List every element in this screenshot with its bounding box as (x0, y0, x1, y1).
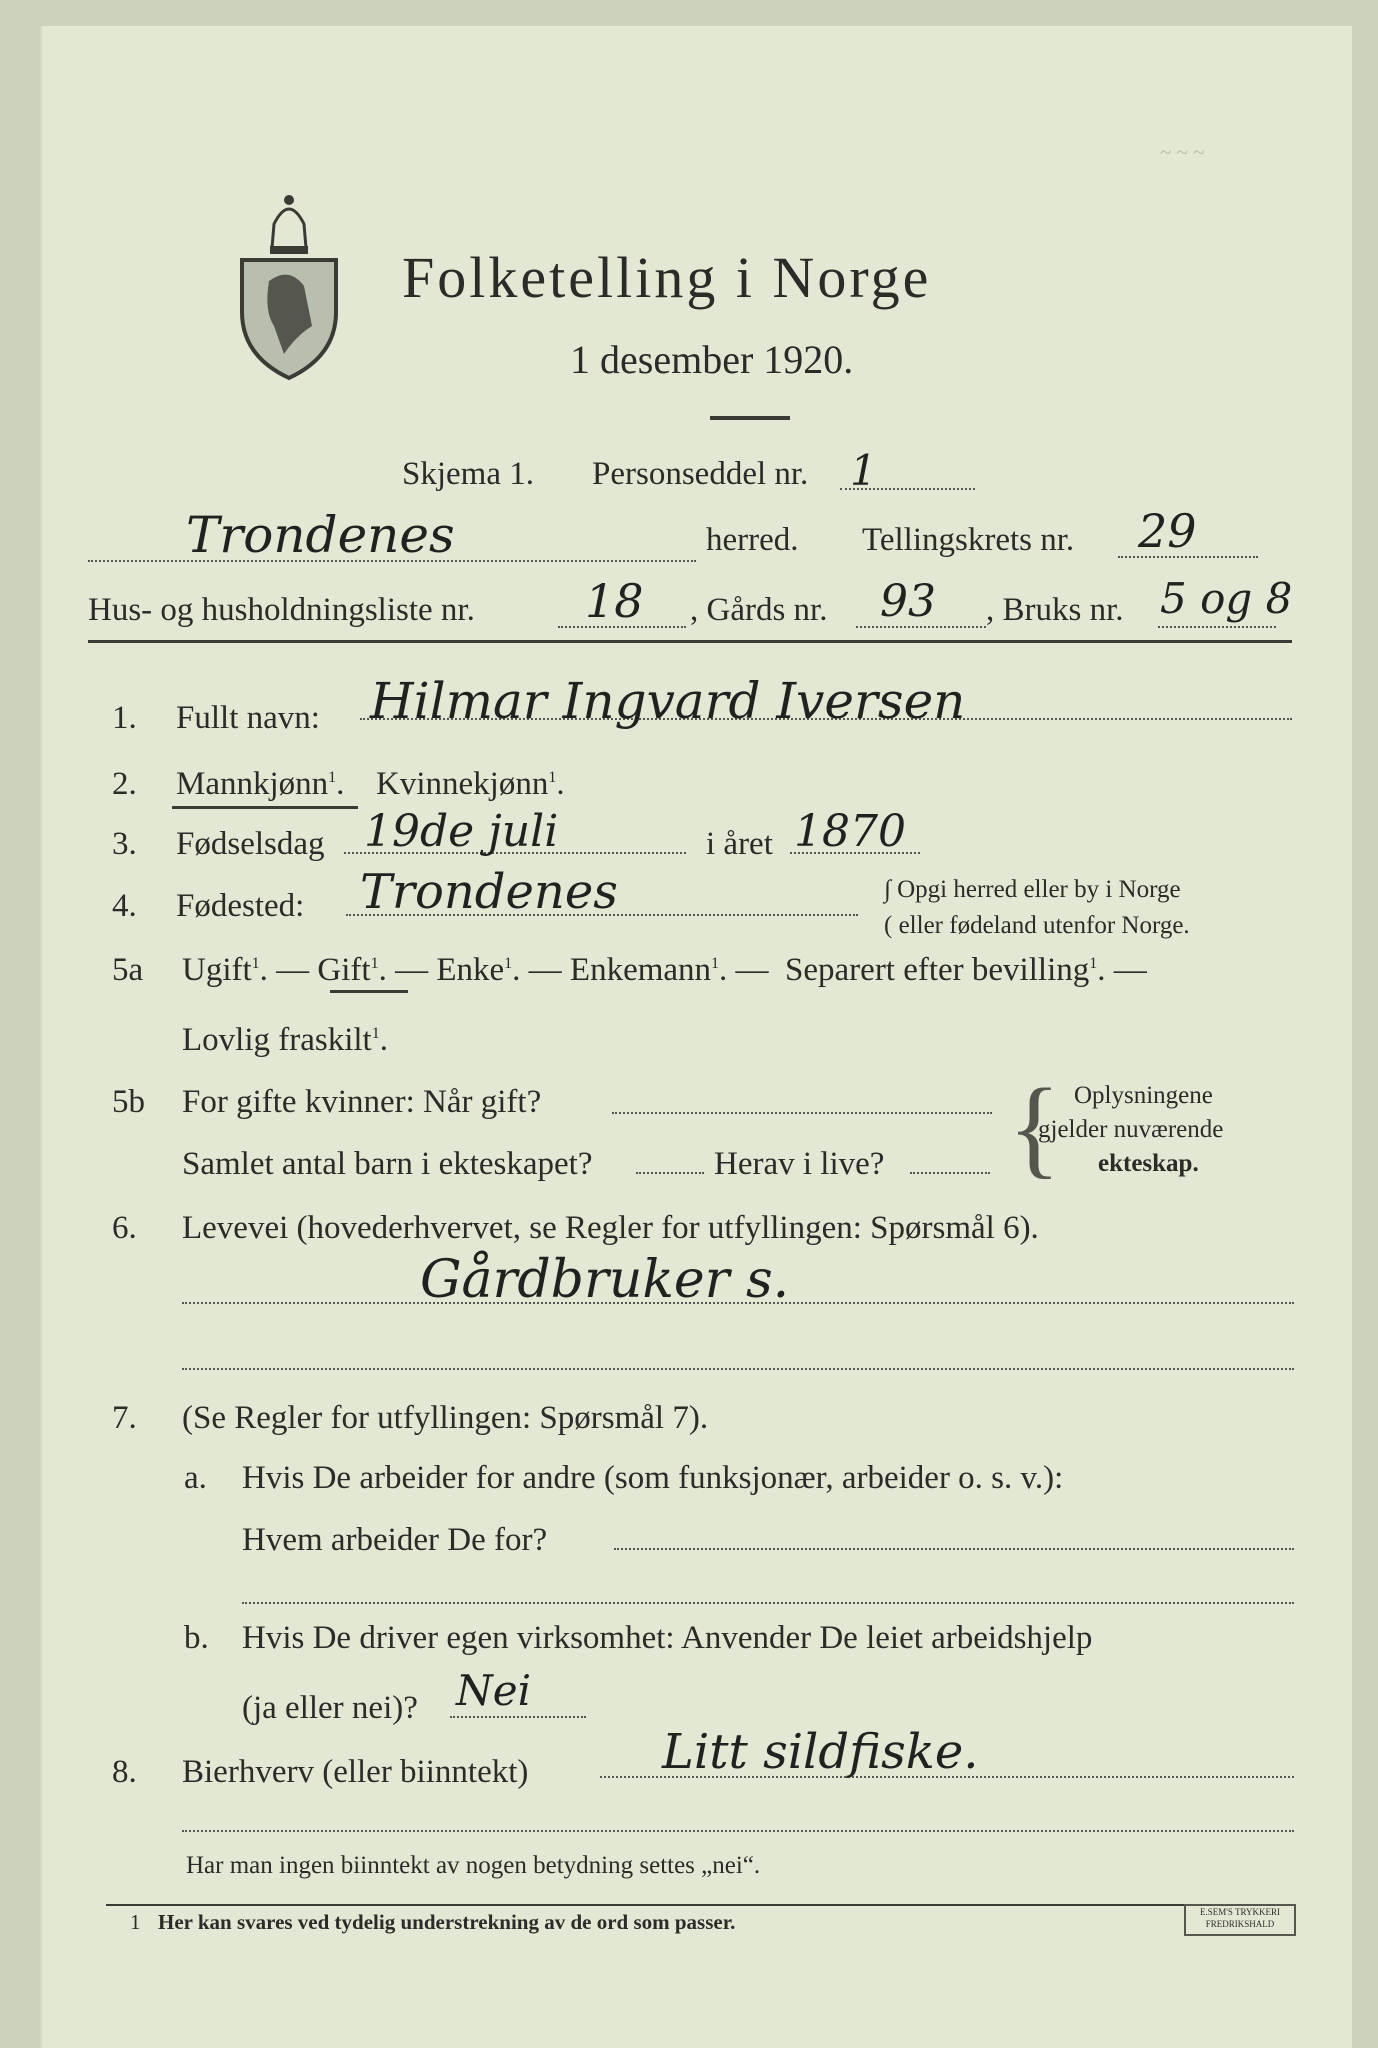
q7-number: 7. (112, 1400, 137, 1436)
husliste-label: Hus- og husholdningsliste nr. (88, 592, 475, 628)
footer-divider (106, 1904, 1296, 1906)
personseddel-label: Personseddel nr. (592, 456, 809, 492)
q6-label: Levevei (hovederhvervet, se Regler for utfyllingen: Spørsmål 6). (182, 1210, 1039, 1246)
gards-label: , Gårds nr. (690, 592, 828, 628)
q3-number: 3. (112, 826, 137, 862)
footnote-text: Her kan svares ved tydelig understrekning av de ord som passer. (158, 1910, 736, 1934)
q5b-note-1: Oplysningene (1074, 1082, 1213, 1109)
q8-number: 8. (112, 1754, 137, 1790)
coat-of-arms-icon (234, 186, 344, 381)
q2-number: 2. (112, 766, 137, 802)
q5b-brace: { (1008, 1066, 1061, 1188)
q5a-gift-underline (330, 990, 408, 993)
form-title: Folketelling i Norge (402, 245, 932, 310)
footnote-number: 1 (130, 1910, 141, 1934)
personseddel-value: 1 (850, 446, 877, 495)
q7a-line-2 (242, 1602, 1294, 1604)
q5b-live-label: Herav i live? (714, 1146, 885, 1182)
q7-label: (Se Regler for utfyllingen: Spørsmål 7). (182, 1400, 709, 1436)
q2-female: Kvinnekjønn$^1$. (376, 766, 565, 802)
q4-label: Fødested: (176, 888, 305, 924)
husliste-value: 18 (585, 574, 644, 628)
q1-value: Hilmar Ingvard Iversen (370, 672, 966, 730)
q8-label: Bierhverv (eller biinntekt) (182, 1754, 529, 1790)
q7a-who-label: Hvem arbeider De for? (242, 1522, 548, 1558)
q6-line-2 (182, 1368, 1294, 1370)
tellingskrets-value: 29 (1138, 504, 1197, 558)
q5a-number: 5a (112, 952, 144, 988)
q7a-line-1 (614, 1548, 1294, 1550)
q5b-label: For gifte kvinner: Når gift? (182, 1084, 542, 1120)
q1-number: 1. (112, 700, 137, 736)
herred-line (88, 560, 696, 562)
printer-mark: E.SEM'S TRYKKERI FREDRIKSHALD (1184, 1904, 1296, 1936)
title-divider (710, 416, 790, 420)
herred-label: herred. (706, 522, 799, 558)
q7a-label: Hvis De arbeider for andre (som funksjonær, arbeider o. s. v.): (242, 1460, 1064, 1496)
q6-number: 6. (112, 1210, 137, 1246)
q3-label: Fødselsdag (176, 826, 325, 862)
q8-line-2 (182, 1830, 1294, 1832)
q5a-fraskilt: Lovlig fraskilt$^1$. (182, 1022, 388, 1058)
bruks-value: 5 og 8 (1160, 574, 1293, 623)
q4-value: Trondenes (360, 864, 618, 920)
q5b-number: 5b (112, 1084, 145, 1120)
footer-note: Har man ingen biinntekt av nogen betydning settes „nei“. (186, 1852, 761, 1879)
q5b-note-2: gjelder nuværende (1038, 1116, 1224, 1143)
bleed-through-text: ~ ~ ~ (1160, 140, 1205, 164)
section-divider (88, 640, 1292, 643)
q7b-label: Hvis De driver egen virksomhet: Anvender De leiet arbeidshjelp (242, 1620, 1093, 1656)
q5b-barn-label: Samlet antal barn i ekteskapet? (182, 1146, 593, 1182)
herred-value: Trondenes (186, 506, 455, 564)
q1-label: Fullt navn: (176, 700, 320, 736)
q4-number: 4. (112, 888, 137, 924)
bruks-label: , Bruks nr. (986, 592, 1124, 628)
q3-year-label: i året (706, 826, 773, 862)
gards-value: 93 (880, 576, 936, 627)
q5b-live-line (910, 1172, 990, 1174)
q7b-letter: b. (184, 1620, 209, 1656)
bruks-line (1158, 626, 1276, 628)
q4-note-1: ∫ Opgi herred eller by i Norge (884, 876, 1181, 903)
q7b-value: Nei (456, 1666, 532, 1715)
census-date: 1 desember 1920. (570, 337, 854, 382)
q5b-barn-line (636, 1172, 704, 1174)
q4-note-2: ( eller fødeland utenfor Norge. (884, 912, 1190, 939)
q7b-line (450, 1716, 586, 1718)
q5a-gift: Gift (317, 952, 371, 988)
q5b-gift-line (612, 1112, 992, 1114)
q6-value: Gårdbruker s. (420, 1250, 790, 1310)
q7b-janei-label: (ja eller nei)? (242, 1690, 418, 1726)
q8-value: Litt sildfiske. (662, 1724, 979, 1780)
q2-male-underline (172, 806, 358, 809)
q5a-options: Ugift$^1$. — Gift$^1$. — Enke$^1$. — Enkemann$^1$. — Separert efter bevilling$^1$. — (182, 952, 1147, 988)
schema-label: Skjema 1. (402, 456, 534, 492)
q3-day: 19de juli (364, 806, 559, 857)
q7a-letter: a. (184, 1460, 207, 1496)
q3-year: 1870 (794, 806, 906, 857)
q6-line-1 (182, 1302, 1294, 1304)
tellingskrets-label: Tellingskrets nr. (862, 522, 1075, 558)
q2-male: Mannkjønn$^1$. (176, 766, 345, 802)
q5b-note-3: ekteskap. (1098, 1150, 1199, 1177)
